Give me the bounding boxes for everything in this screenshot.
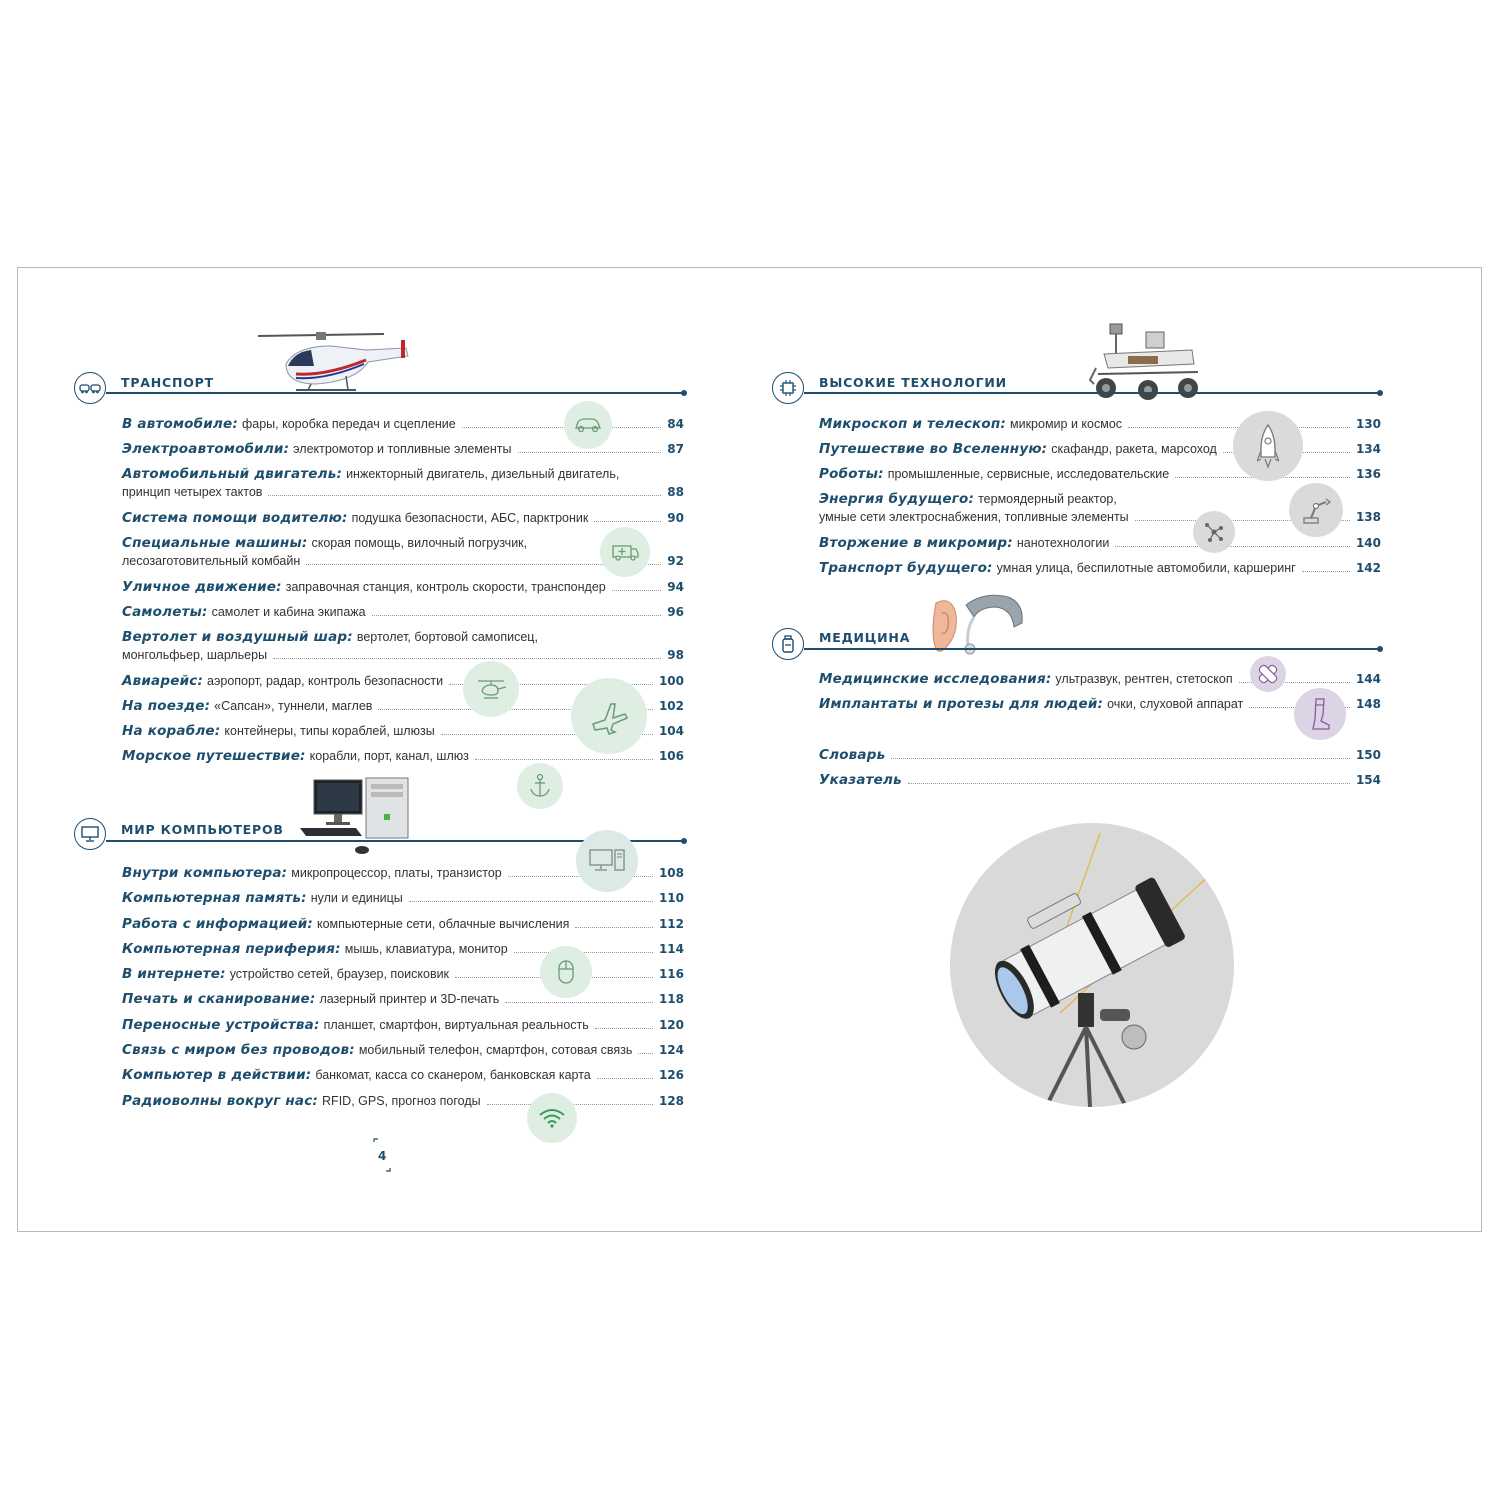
desktop-computer-icon	[576, 830, 638, 892]
mouse-icon	[540, 946, 592, 998]
toc-entry[interactable]: Медицинские исследования: ультразвук, рентген, стетоскоп 144	[819, 671, 1381, 687]
toc-entry[interactable]: Переносные устройства: планшет, смартфон, виртуальная реальность 120	[122, 1017, 684, 1033]
ambulance-icon	[600, 527, 650, 577]
wifi-icon	[527, 1093, 577, 1143]
toc-entry[interactable]: Компьютерная периферия: мышь, клавиатура, монитор 114	[122, 941, 684, 957]
section-rule-dot	[681, 838, 687, 844]
car-icon	[564, 401, 612, 449]
toc-entry[interactable]: Компьютер в действии: банкомат, касса со сканером, банковская карта 126	[122, 1067, 684, 1083]
computer-illustration	[296, 776, 416, 856]
toc-entry[interactable]: Автомобильный двигатель: инжекторный двигатель, дизельный двигатель, принцип четырех тактов 88	[122, 466, 684, 499]
toc-entry[interactable]: Морское путешествие: корабли, порт, канал, шлюз 106	[122, 748, 684, 764]
toc-entry[interactable]: Компьютерная память: нули и единицы 110	[122, 890, 684, 906]
prosthesis-icon	[1294, 688, 1346, 740]
section-rule	[804, 392, 1380, 394]
toc-entry[interactable]: Транспорт будущего: умная улица, беспилотные автомобили, каршеринг 142	[819, 560, 1381, 576]
cars-icon	[74, 372, 106, 404]
section-title-medicine: МЕДИЦИНА	[819, 630, 911, 645]
monitor-icon	[74, 818, 106, 850]
toc-entry[interactable]: Микроскоп и телескоп: микромир и космос 130	[819, 416, 1381, 432]
toc-entry-index[interactable]: Указатель 154	[819, 772, 1381, 788]
robot-arm-icon	[1289, 483, 1343, 537]
toc-entry[interactable]: Имплантаты и протезы для людей: очки, слуховой аппарат 148	[819, 696, 1381, 712]
section-rule	[804, 648, 1380, 650]
toc-entry[interactable]: На поезде: «Сапсан», туннели, маглев 102	[122, 698, 684, 714]
page-number: 4	[378, 1149, 387, 1163]
toc-entry[interactable]: Уличное движение: заправочная станция, контроль скорости, транспондер 94	[122, 579, 684, 595]
toc-entry[interactable]: Энергия будущего: термоядерный реактор, умные сети электроснабжения, топливные элементы 138	[819, 491, 1381, 524]
hearing-aid-illustration	[926, 593, 1032, 665]
toc-entry[interactable]: Вертолет и воздушный шар: вертолет, бортовой самописец, монгольфьер, шарльеры 98	[122, 629, 684, 662]
section-title-high-tech: ВЫСОКИЕ ТЕХНОЛОГИИ	[819, 375, 1007, 390]
medicine-bottle-icon	[772, 628, 804, 660]
toc-entry[interactable]: На корабле: контейнеры, типы кораблей, шлюзы 104	[122, 723, 684, 739]
toc-entry-glossary[interactable]: Словарь 150	[819, 747, 1381, 763]
toc-entry[interactable]: Авиарейс: аэропорт, радар, контроль безопасности 100	[122, 673, 684, 689]
toc-entry[interactable]: Самолеты: самолет и кабина экипажа 96	[122, 604, 684, 620]
bandage-icon	[1250, 656, 1286, 692]
telescope-illustration	[950, 823, 1234, 1107]
rocket-icon	[1233, 411, 1303, 481]
toc-entry[interactable]: В интернете: устройство сетей, браузер, поисковик 116	[122, 966, 684, 982]
toc-entry[interactable]: Система помощи водителю: подушка безопасности, АБС, парктроник 90	[122, 510, 684, 526]
molecule-icon	[1193, 511, 1235, 553]
helicopter-illustration	[256, 326, 416, 401]
toc-entry[interactable]: Специальные машины: скорая помощь, вилочный погрузчик, лесозаготовительный комбайн 92	[122, 535, 684, 568]
section-title-computers: МИР КОМПЬЮТЕРОВ	[121, 822, 284, 837]
section-rule-dot	[1377, 390, 1383, 396]
toc-entry[interactable]: Печать и сканирование: лазерный принтер и 3D-печать 118	[122, 991, 684, 1007]
toc-entry[interactable]: Связь с миром без проводов: мобильный телефон, смартфон, сотовая связь 124	[122, 1042, 684, 1058]
chip-icon	[772, 372, 804, 404]
toc-entry[interactable]: Радиоволны вокруг нас: RFID, GPS, прогноз погоды 128	[122, 1093, 684, 1109]
book-spread	[17, 267, 1482, 1232]
toc-entry[interactable]: Электроавтомобили: электромотор и топливные элементы 87	[122, 441, 684, 457]
airplane-icon	[571, 678, 647, 754]
toc-entry[interactable]: Роботы: промышленные, сервисные, исследовательские 136	[819, 466, 1381, 482]
section-title-transport: ТРАНСПОРТ	[121, 375, 214, 390]
toc-entry[interactable]: В автомобиле: фары, коробка передач и сцепление 84	[122, 416, 684, 432]
section-rule	[106, 392, 684, 394]
section-rule-dot	[1377, 646, 1383, 652]
toc-entry[interactable]: Путешествие во Вселенную: скафандр, ракета, марсоход 134	[819, 441, 1381, 457]
anchor-icon	[517, 763, 563, 809]
section-rule-dot	[681, 390, 687, 396]
toc-entry[interactable]: Вторжение в микромир: нанотехнологии 140	[819, 535, 1381, 551]
toc-entry[interactable]: Внутри компьютера: микропроцессор, платы, транзистор 108	[122, 865, 684, 881]
helicopter-icon	[463, 661, 519, 717]
toc-entry[interactable]: Работа с информацией: компьютерные сети, облачные вычисления 112	[122, 916, 684, 932]
